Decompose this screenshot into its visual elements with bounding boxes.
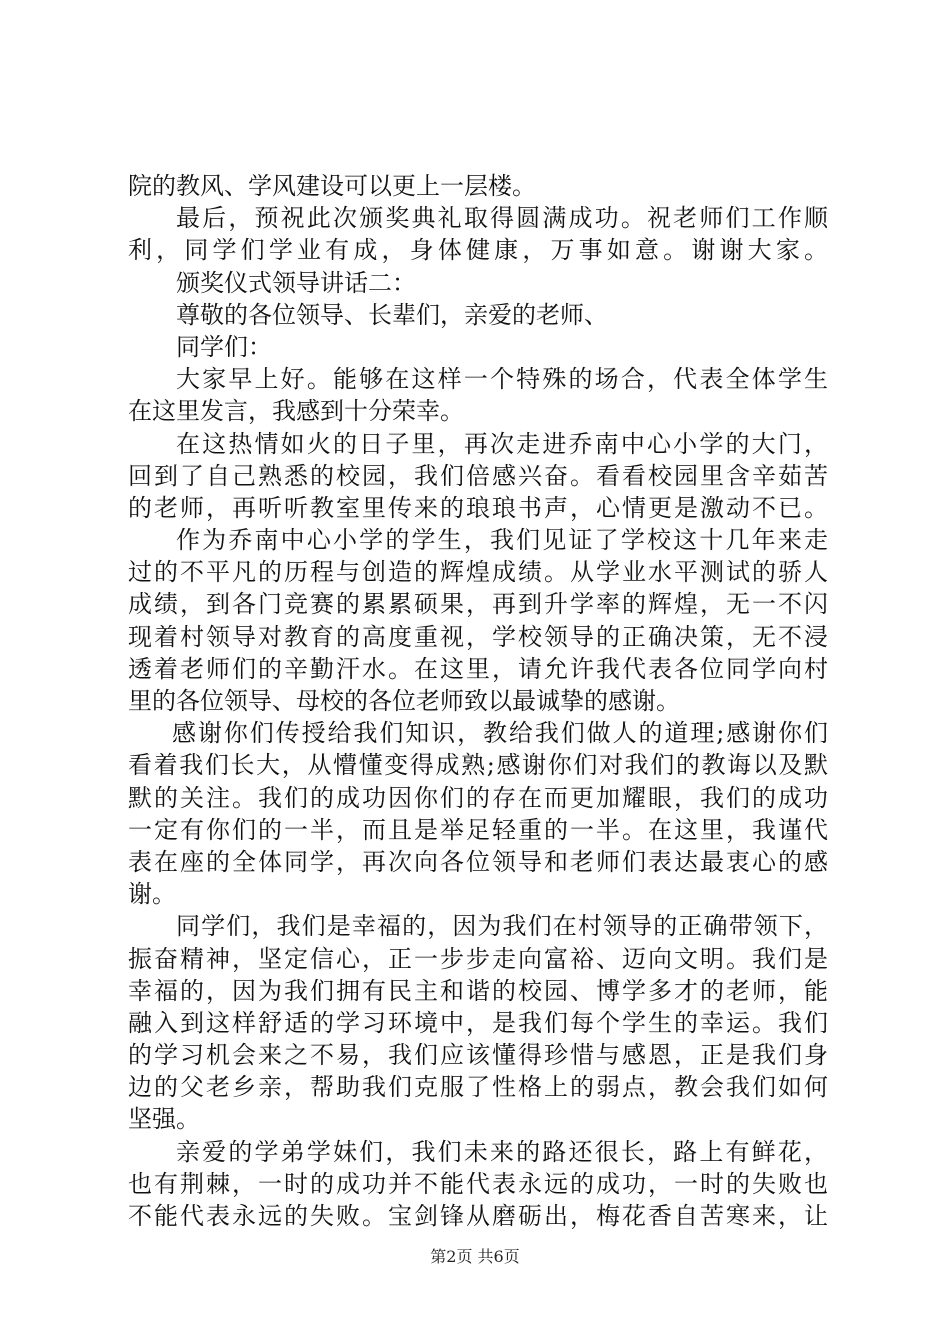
text-line: 一定有你们的一半，而且是举足轻重的一半。在这里，我谨代	[128, 815, 828, 844]
document-body	[128, 170, 828, 1232]
text-line: 颁奖仪式领导讲话二：	[176, 268, 416, 297]
text-line: 谢。	[128, 880, 176, 909]
page-footer	[0, 1244, 950, 1267]
text-line: 大家早上好。能够在这样一个特殊的场合，代表全体学生	[176, 365, 828, 394]
text-line: 现着村领导对教育的高度重视，学校领导的正确决策，无不浸	[128, 622, 828, 651]
page-number-label: 第2页 共6页	[430, 1247, 520, 1266]
text-line: 利，同学们学业有成，身体健康，万事如意。谢谢大家。	[128, 236, 828, 265]
text-line: 成绩，到各门竞赛的累累硕果，再到升学率的辉煌，无一不闪	[128, 590, 828, 619]
text-line: 也有荆棘，一时的成功并不能代表永远的成功，一时的失败也	[128, 1169, 828, 1198]
text-line: 不能代表永远的失败。宝剑锋从磨砺出，梅花香自苦寒来，让	[128, 1202, 828, 1230]
text-line: 坚强。	[128, 1105, 200, 1134]
text-line: 里的各位领导、母校的各位老师致以最诚挚的感谢。	[128, 687, 680, 715]
text-line: 过的不平凡的历程与创造的辉煌成绩。从学业水平测试的骄人	[128, 558, 828, 587]
text-line: 在这里发言，我感到十分荣幸。	[128, 397, 464, 426]
text-line: 尊敬的各位领导、长辈们，亲爱的老师、	[176, 300, 608, 329]
text-line: 的老师，再听听教室里传来的琅琅书声，心情更是激动不已。	[128, 493, 828, 522]
text-line: 的学习机会来之不易，我们应该懂得珍惜与感恩，正是我们身	[128, 1041, 828, 1070]
text-line: 同学们，我们是幸福的，因为我们在村领导的正确带领下，	[176, 912, 828, 941]
text-line: 亲爱的学弟学妹们，我们未来的路还很长，路上有鲜花，	[176, 1137, 828, 1166]
text-line: 回到了自己熟悉的校园，我们倍感兴奋。看看校园里含辛茹苦	[128, 461, 828, 490]
text-line: 振奋精神，坚定信心，正一步步走向富裕、迈向文明。我们是	[128, 944, 828, 973]
text-line: 幸福的，因为我们拥有民主和谐的校园、博学多才的老师，能	[128, 976, 828, 1005]
text-line: 感谢你们传授给我们知识，教给我们做人的道理;感谢你们	[172, 719, 828, 748]
text-line: 融入到这样舒适的学习环境中，是我们每个学生的幸运。我们	[128, 1008, 828, 1037]
text-line: 最后，预祝此次颁奖典礼取得圆满成功。祝老师们工作顺	[176, 204, 828, 233]
text-line: 在这热情如火的日子里，再次走进乔南中心小学的大门，	[176, 429, 828, 458]
text-line: 透着老师们的辛勤汗水。在这里，请允许我代表各位同学向村	[128, 654, 828, 683]
text-line: 看着我们长大，从懵懂变得成熟;感谢你们对我们的教诲以及默	[128, 751, 828, 780]
text-line: 院的教风、学风建设可以更上一层楼。	[128, 172, 536, 200]
text-line: 边的父老乡亲，帮助我们克服了性格上的弱点，教会我们如何	[128, 1073, 828, 1102]
text-line: 表在座的全体同学，再次向各位领导和老师们表达最衷心的感	[128, 847, 828, 876]
text-line: 同学们：	[176, 332, 272, 361]
text-line: 作为乔南中心小学的学生，我们见证了学校这十几年来走	[176, 526, 828, 555]
text-line: 默的关注。我们的成功因你们的存在而更加耀眼，我们的成功	[128, 783, 828, 812]
